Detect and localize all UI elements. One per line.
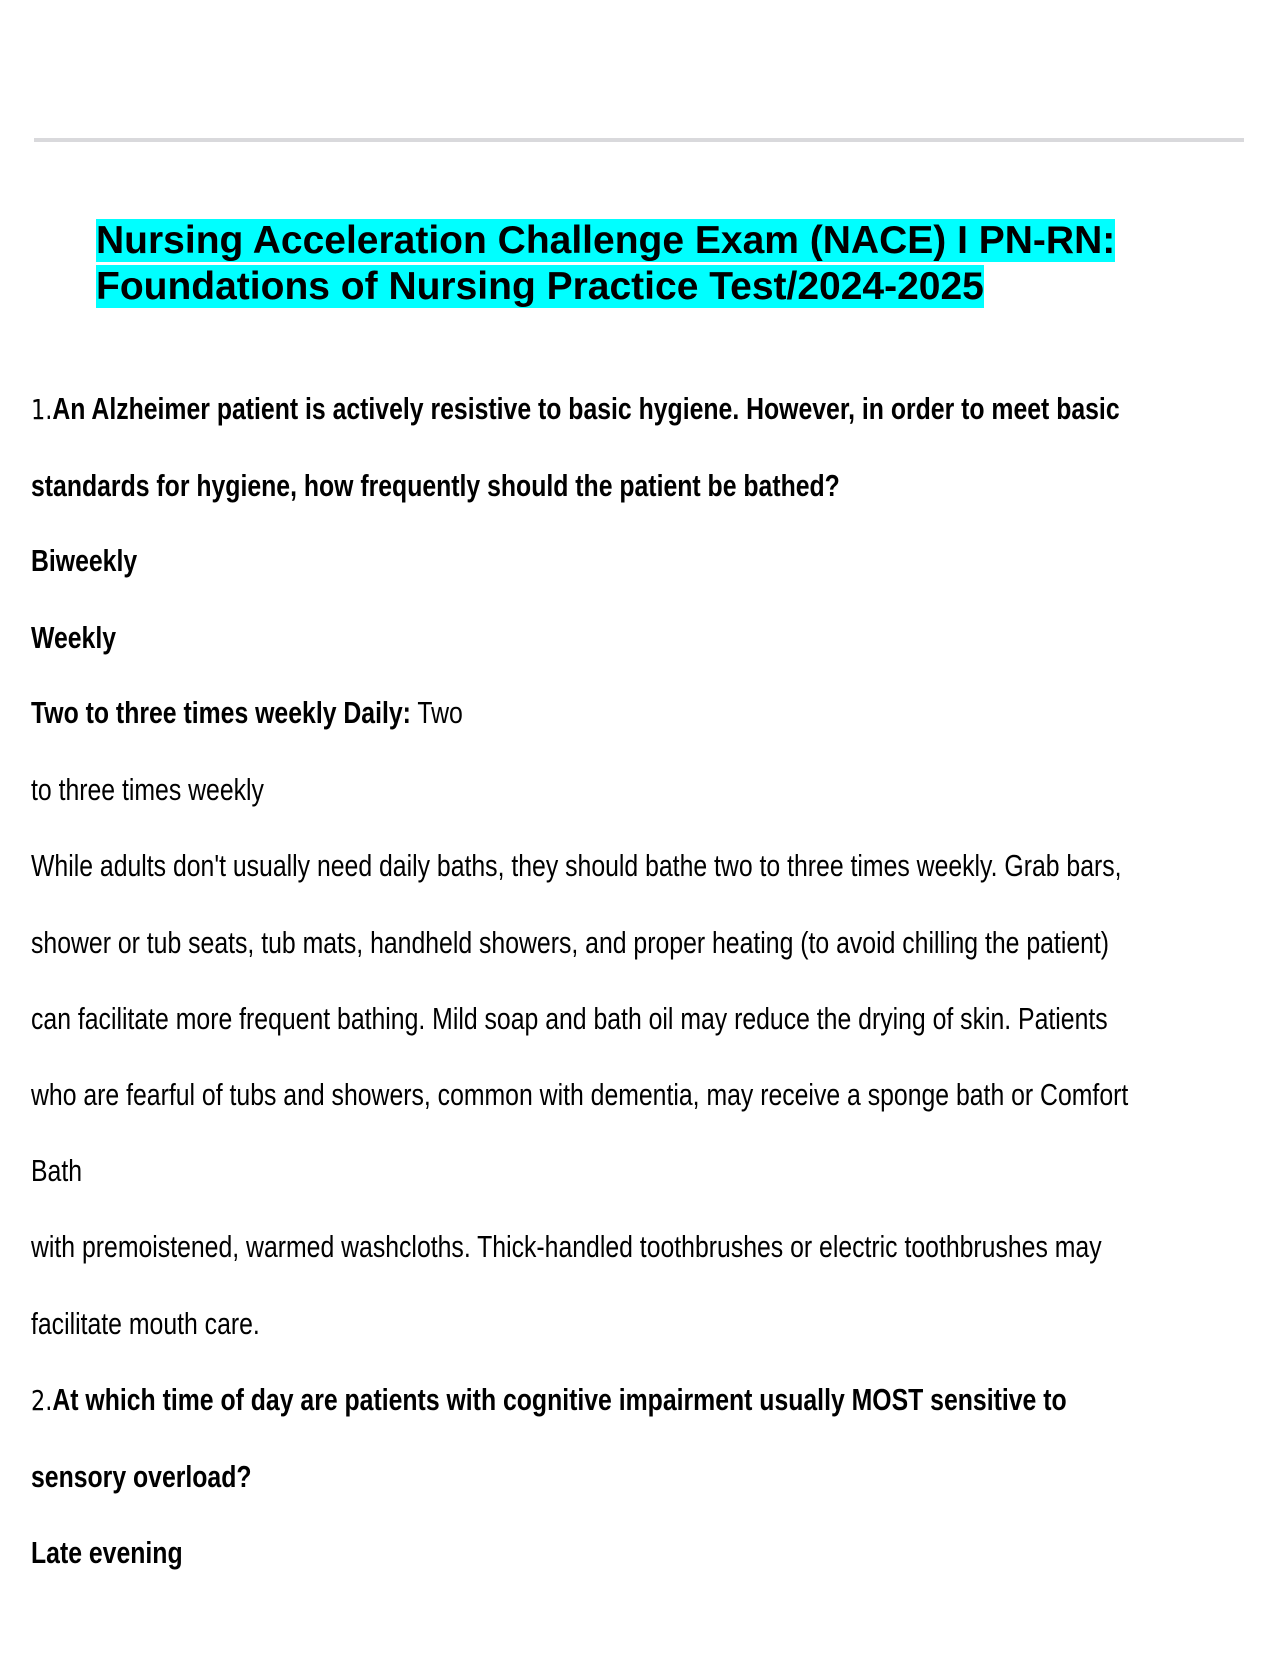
question-number: 2.	[31, 1384, 53, 1417]
bold-text: An Alzheimer patient is actively resistive to basic hygiene. However, in order to meet basic	[52, 391, 1120, 426]
header-divider	[34, 138, 1244, 142]
question-text	[31, 1381, 1067, 1420]
text-line	[31, 1000, 1108, 1038]
regular-text: with premoistened, warmed washcloths. Thick-handled toothbrushes or electric toothbrushes may	[31, 1229, 1102, 1264]
text-line	[31, 1534, 183, 1572]
bold-text: standards for hygiene, how frequently should the patient be bathed?	[31, 468, 840, 503]
text-line	[31, 1305, 260, 1343]
regular-text: facilitate mouth care.	[31, 1306, 260, 1341]
document-title	[96, 218, 1246, 310]
text-line	[31, 771, 264, 809]
regular-text: shower or tub seats, tub mats, handheld showers, and proper heating (to avoid chilling the patient)	[31, 925, 1110, 960]
text-line	[31, 1228, 1102, 1266]
bold-text: At which time of day are patients with cognitive impairment usually MOST sensitive to	[52, 1382, 1067, 1417]
bold-text: Two to three times weekly Daily:	[31, 695, 411, 730]
text-line	[31, 1152, 82, 1190]
bold-text: Late evening	[31, 1535, 183, 1570]
text-line	[31, 1458, 252, 1496]
text-line	[31, 1076, 1128, 1114]
regular-text: Bath	[31, 1153, 83, 1188]
text-line	[31, 467, 840, 505]
bold-text: Weekly	[31, 620, 117, 655]
regular-text: can facilitate more frequent bathing. Mild soap and bath oil may reduce the drying of skin. Patients	[31, 1001, 1108, 1036]
text-line	[31, 694, 463, 732]
question-text	[31, 390, 1120, 429]
title-line-2: Foundations of Nursing Practice Test/2024-2025	[96, 265, 984, 308]
regular-text: who are fearful of tubs and showers, common with dementia, may receive a sponge bath or Comfort	[31, 1077, 1129, 1112]
text-line	[31, 847, 1122, 885]
regular-text: While adults don't usually need daily baths, they should bathe two to three times weekly. Grab bars,	[31, 848, 1122, 883]
title-line-1: Nursing Acceleration Challenge Exam (NACE) I PN-RN:	[96, 219, 1116, 262]
bold-text: sensory overload?	[31, 1459, 252, 1494]
text-line	[31, 619, 116, 657]
question-number: 1.	[31, 393, 53, 426]
regular-text: to three times weekly	[31, 772, 264, 807]
bold-text: Biweekly	[31, 543, 138, 578]
regular-text: Two	[410, 695, 463, 730]
text-line	[31, 924, 1109, 962]
text-line	[31, 542, 137, 580]
